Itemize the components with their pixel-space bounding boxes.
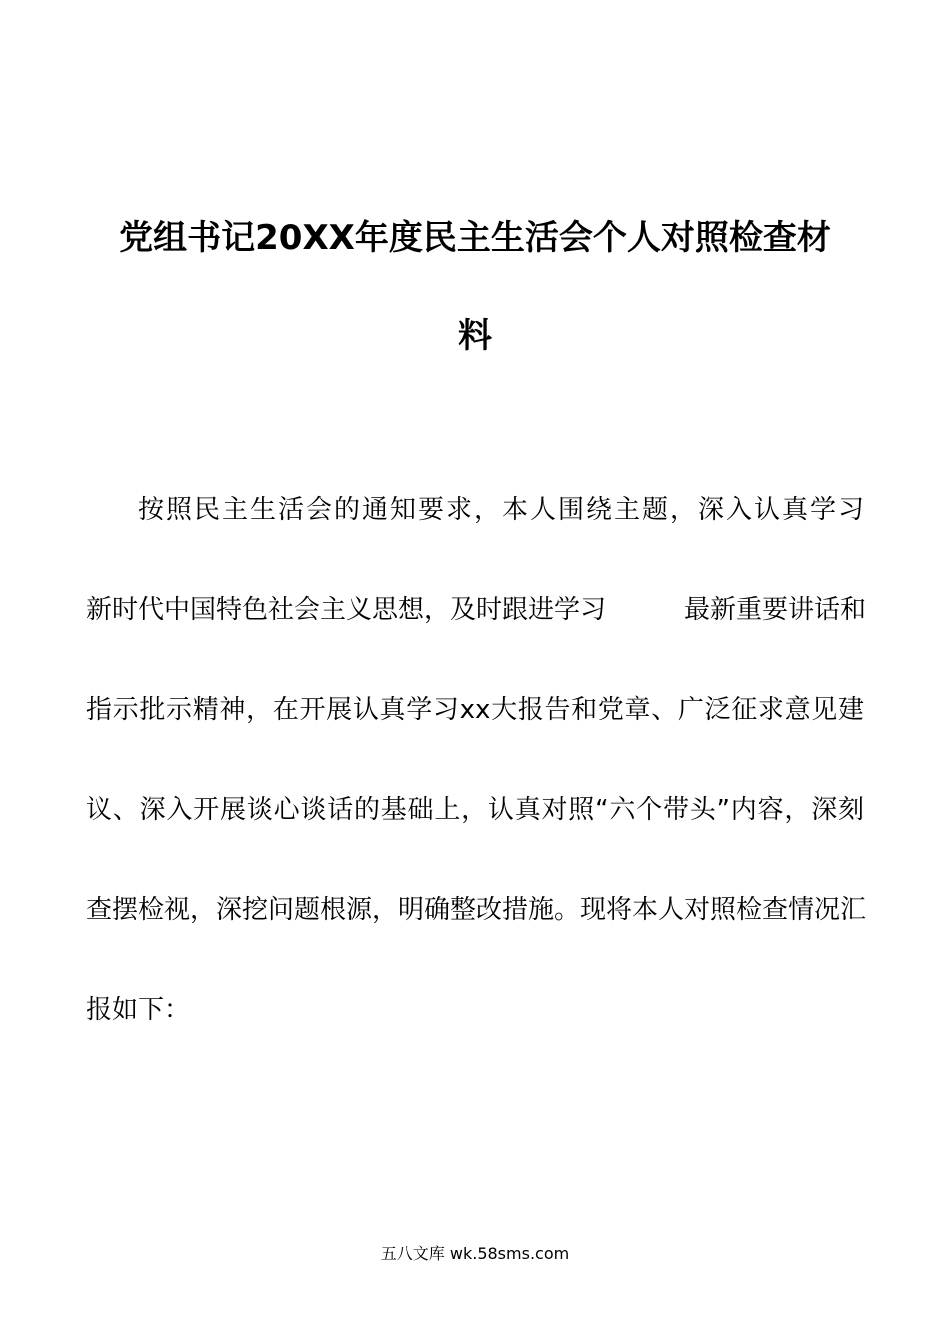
document-title-line-1: 党组书记20XX年度民主生活会个人对照检查材 bbox=[119, 218, 831, 258]
paragraph-line-2-part-1: 新时代中国特色社会主义思想，及时跟进学习 bbox=[86, 595, 607, 625]
footer-watermark: 五八文库 wk.58sms.com bbox=[380, 1244, 570, 1263]
paragraph-line-5: 查摆检视，深挖问题根源，明确整改措施。现将本人对照检查情况汇 bbox=[86, 895, 867, 925]
paragraph-line-2-part-2: 最新重要讲话和 bbox=[684, 595, 867, 625]
paragraph-line-1: 按照民主生活会的通知要求，本人围绕主题，深入认真学习 bbox=[138, 495, 864, 525]
paragraph-line-2 bbox=[86, 594, 867, 626]
document-title-line-2: 料 bbox=[458, 316, 492, 356]
paragraph-line-4: 议、深入开展谈心谈话的基础上，认真对照“六个带头”内容，深刻 bbox=[86, 795, 864, 825]
paragraph-line-6: 报如下： bbox=[86, 995, 191, 1025]
paragraph-line-3: 指示批示精神，在开展认真学习xx大报告和党章、广泛征求意见建 bbox=[86, 695, 864, 725]
